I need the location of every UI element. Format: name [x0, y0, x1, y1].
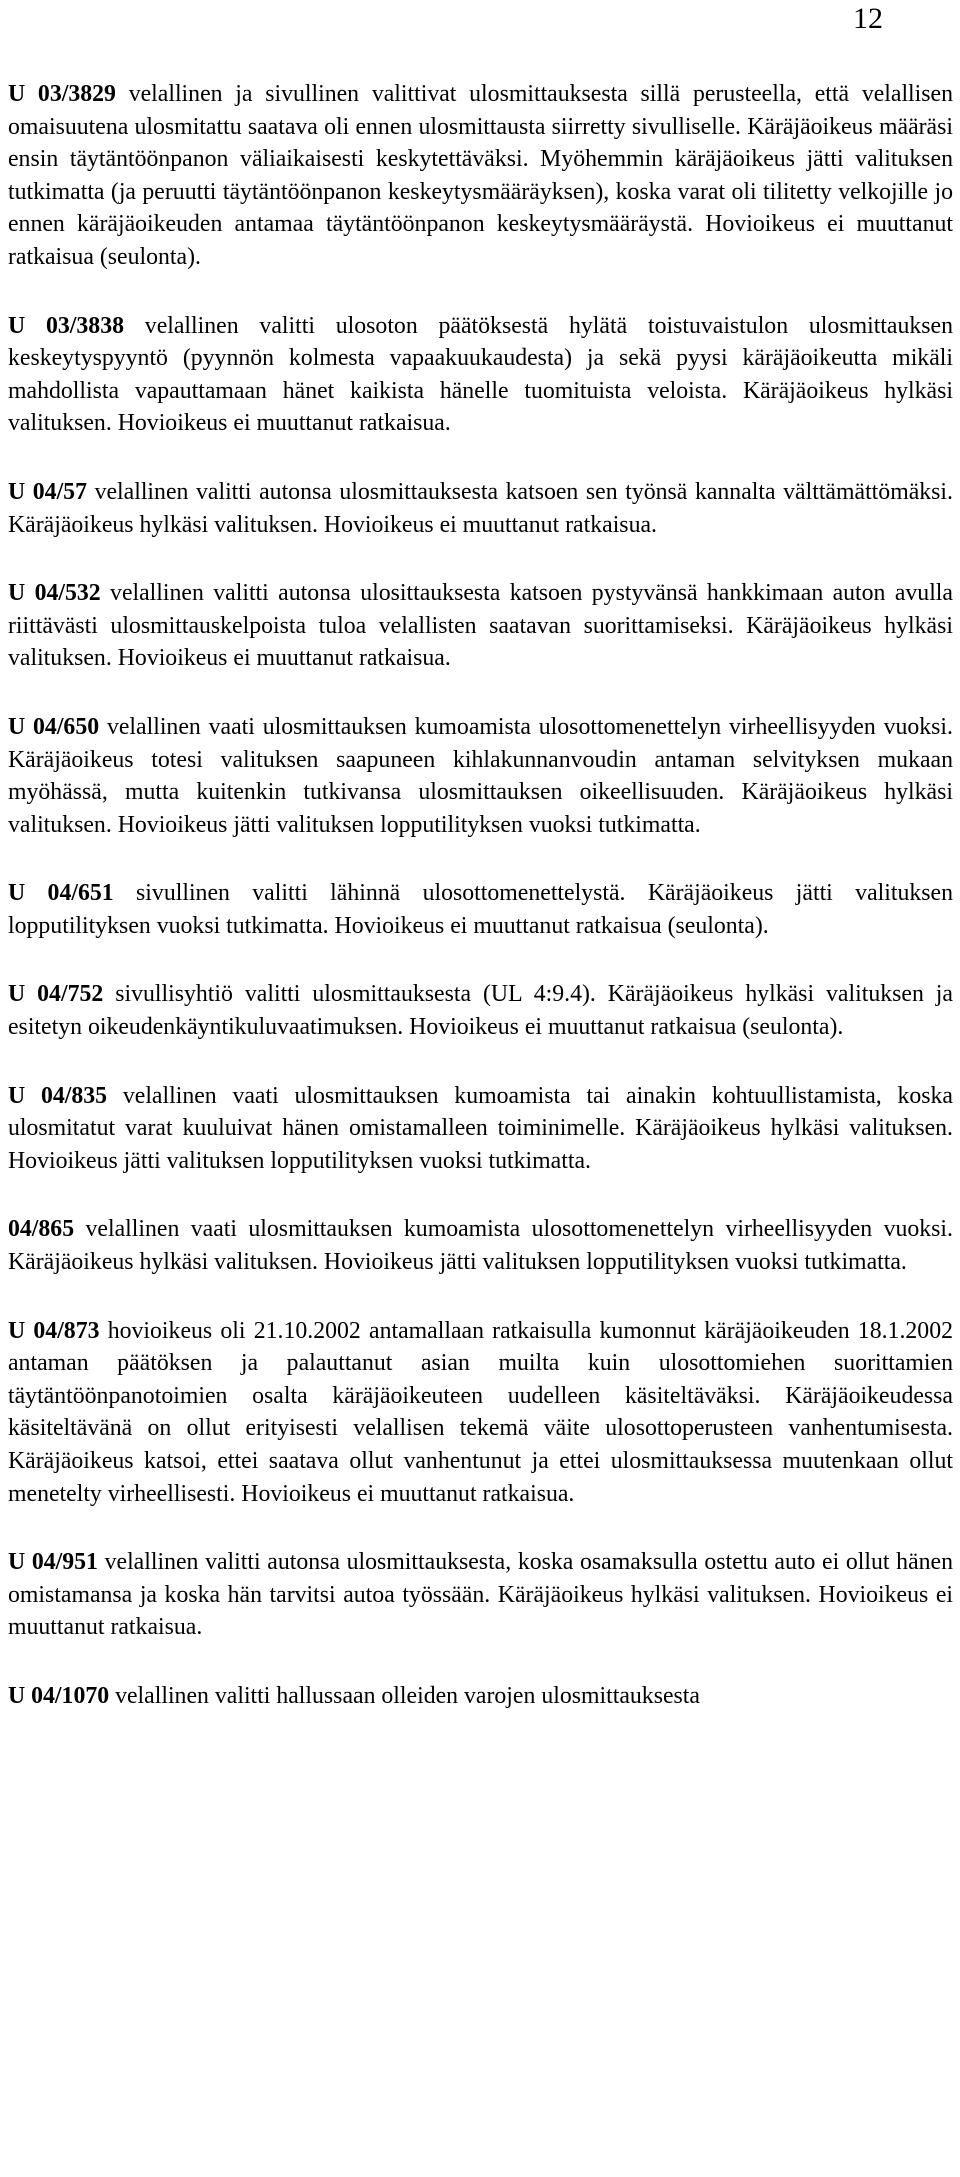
case-summary: sivullinen valitti lähinnä ulosottomenettelystä. Käräjäoikeus jätti valituksen lopputilityksen vuoksi tutkimatta. Hovioikeus ei muuttanut ratkaisua (seulonta).	[8, 880, 953, 939]
case-entry	[8, 1680, 953, 1713]
case-summary: velallinen valitti autonsa ulosmittauksesta katsoen sen työnsä kannalta välttämättömäksi. Käräjäoikeus hylkäsi valituksen. Hovioikeus ei muuttanut ratkaisua.	[8, 478, 953, 538]
case-summary: velallinen ja sivullinen valittivat ulosmittauksesta sillä perusteella, että velallisen omaisuutena ulosmitattu saatava oli ennen ulosmittausta siirretty sivulliselle. Käräjäoikeus määräsi ensin täytäntöönpanon väliaikaisesti keskytettäväksi. Myöhemmin käräjäoikeus jätti valituksen tutkimatta (ja peruutti täytäntöönpanon keskeytysmääräyksen), koska varat oli tilitetty velkojille jo ennen käräjäoikeuden antamaa täytäntöönpanon keskeytysmääräystä. Hovioikeus ei muuttanut ratkaisua (seulonta).	[8, 81, 954, 270]
case-summary: velallinen valitti ulosoton päätöksestä hylätä toistuvaistulon ulosmittauksen keskeytyspyyntö (pyynnön kolmesta vapaakuukaudesta) ja sekä pyysi käräjäoikeutta mikäli mahdollista vapauttamaan hänet kaikista hänelle tuomituista veloista. Käräjäoikeus hylkäsi valituksen. Hovioikeus ei muuttanut ratkaisua.	[8, 312, 953, 437]
case-number: U 04/835	[8, 1082, 108, 1109]
case-entry	[8, 1315, 953, 1511]
document-body	[8, 78, 953, 1749]
case-entry	[8, 711, 953, 841]
case-entry	[8, 78, 953, 274]
case-entry	[8, 577, 953, 675]
case-entry	[8, 1080, 953, 1178]
case-number: U 04/873	[8, 1317, 100, 1344]
case-number: U 04/951	[8, 1549, 98, 1576]
case-number: U 04/532	[8, 580, 101, 607]
case-entry	[8, 1213, 953, 1278]
page-number: 12	[853, 2, 883, 35]
case-number: U 04/651	[8, 880, 114, 907]
case-summary: velallinen valitti autonsa ulosmittauksesta, koska osamaksulla ostettu auto ei ollut hänen omistamansa ja koska hän tarvitsi autoa työssään. Käräjäoikeus hylkäsi valituksen. Hovioikeus ei muuttanut ratkaisua.	[8, 1549, 953, 1641]
case-entry	[8, 978, 953, 1043]
case-entry	[8, 1546, 953, 1644]
case-entry	[8, 310, 953, 440]
case-number: U 04/1070	[8, 1682, 110, 1709]
case-entry	[8, 476, 953, 541]
case-summary: sivullisyhtiö valitti ulosmittauksesta (UL 4:9.4). Käräjäoikeus hylkäsi valituksen ja esitetyn oikeudenkäyntikuluvaatimuksen. Hovioikeus ei muuttanut ratkaisua (seulonta).	[8, 981, 953, 1041]
case-number: U 03/3838	[8, 312, 124, 339]
case-summary: velallinen valitti hallussaan olleiden varojen ulosmittauksesta	[109, 1682, 700, 1709]
case-entry	[8, 877, 953, 942]
case-number: U 03/3829	[8, 81, 116, 107]
case-summary: hovioikeus oli 21.10.2002 antamallaan ratkaisulla kumonnut käräjäoikeuden 18.1.2002 antaman päätöksen ja palauttanut asian muilta kuin ulosottomiehen suorittamien täytäntöönpanotoimien osalta käräjäoikeuteen uudelleen käsiteltäväksi. Käräjäoikeudessa käsiteltävänä on ollut erityisesti velallisen tekemä väite ulosottoperusteen vanhentumisesta. Käräjäoikeus katsoi, ettei saatava ollut vanhentunut ja ettei ulosmittauksessa muutenkaan ollut menetelty virheellisesti. Hovioikeus ei muuttanut ratkaisua.	[8, 1317, 953, 1507]
case-number: U 04/57	[8, 478, 87, 505]
case-number: U 04/650	[8, 713, 100, 740]
case-number: U 04/752	[8, 981, 104, 1008]
case-summary: velallinen vaati ulosmittauksen kumoamista ulosottomenettelyn virheellisyyden vuoksi. Käräjäoikeus hylkäsi valituksen. Hovioikeus jätti valituksen lopputilityksen vuoksi tutkimatta.	[8, 1216, 953, 1276]
case-number: 04/865	[8, 1216, 75, 1243]
case-summary: velallinen vaati ulosmittauksen kumoamista tai ainakin kohtuullistamista, koska ulosmitatut varat kuuluivat hänen omistamalleen toiminimelle. Käräjäoikeus hylkäsi valituksen. Hovioikeus jätti valituksen lopputilityksen vuoksi tutkimatta.	[8, 1082, 953, 1174]
case-summary: velallinen vaati ulosmittauksen kumoamista ulosottomenettelyn virheellisyyden vuoksi. Käräjäoikeus totesi valituksen saapuneen kihlakunnanvoudin antaman selvityksen mukaan myöhässä, mutta kuitenkin tutkivansa ulosmittauksen oikeellisuuden. Käräjäoikeus hylkäsi valituksen. Hovioikeus jätti valituksen lopputilityksen vuoksi tutkimatta.	[8, 713, 953, 838]
case-summary: velallinen valitti autonsa ulosittauksesta katsoen pystyvänsä hankkimaan auton avulla riittävästi ulosmittauskelpoista tuloa velallisten saatavan suorittamiseksi. Käräjäoikeus hylkäsi valituksen. Hovioikeus ei muuttanut ratkaisua.	[8, 580, 953, 672]
